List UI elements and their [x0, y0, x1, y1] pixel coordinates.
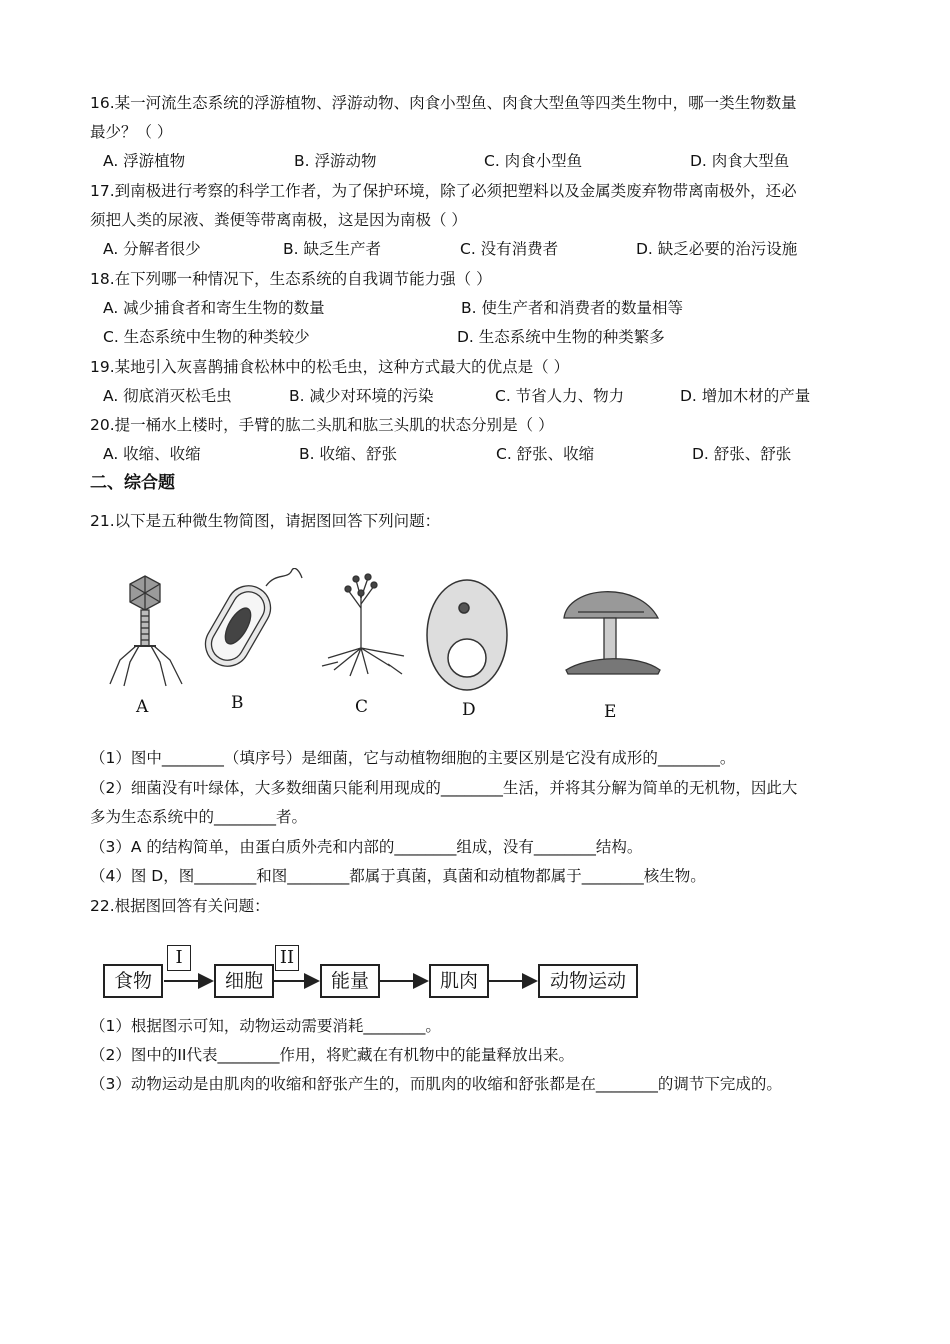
q16-option-a: A. 浮游植物 — [103, 152, 186, 170]
q22-sub-3: （3）动物运动是由肌肉的收缩和舒张产生的，而肌肉的收缩和舒张都是在________的调节下完成的。 — [90, 1075, 782, 1093]
question-20-stem: 20.提一桶水上楼时，手臂的肱二头肌和肱三头肌的状态分别是（ ） — [90, 416, 554, 434]
question-17-stem-line2: 须把人类的尿液、粪便等带离南极，这是因为南极（ ） — [90, 211, 467, 229]
question-18-stem: 18.在下列哪一种情况下，生态系统的自我调节能力强（ ） — [90, 270, 492, 288]
figure-label-c: C — [355, 697, 369, 717]
q20-option-d: D. 舒张、舒张 — [692, 445, 792, 463]
q22-sub-1: （1）根据图示可知，动物运动需要消耗________。 — [90, 1017, 441, 1035]
question-17-stem-line1: 17.到南极进行考察的科学工作者，为了保护环境，除了必须把塑料以及金属类废弃物带离南极外，还必 — [90, 182, 797, 200]
mushroom-drawing — [564, 592, 660, 674]
section-title: 二、综合题 — [90, 473, 175, 493]
q20-option-b: B. 收缩、舒张 — [299, 445, 397, 463]
figure-label-d: D — [462, 700, 476, 720]
q17-option-a: A. 分解者很少 — [103, 240, 201, 258]
flow-box-cell: 细胞 — [214, 964, 274, 998]
q19-option-c: C. 节省人力、物力 — [495, 387, 625, 405]
q20-option-a: A. 收缩、收缩 — [103, 445, 201, 463]
q21-sub-4: （4）图 D，图________和图________都属于真菌，真菌和动植物都属于________核生物。 — [90, 867, 706, 885]
q16-option-b: B. 浮游动物 — [294, 152, 377, 170]
q17-option-d: D. 缺乏必要的治污设施 — [636, 240, 798, 258]
q21-sub-2-line1: （2）细菌没有叶绿体，大多数细菌只能利用现成的________生活，并将其分解为简单的无机物，因此大 — [90, 779, 798, 797]
q19-option-b: B. 减少对环境的污染 — [289, 387, 434, 405]
mold-drawing — [322, 574, 404, 676]
flow-label-ii: II — [275, 945, 299, 971]
q18-option-d: D. 生态系统中生物的种类繁多 — [457, 328, 665, 346]
q18-option-b: B. 使生产者和消费者的数量相等 — [461, 299, 683, 317]
question-16-stem-line1: 16.某一河流生态系统的浮游植物、浮游动物、肉食小型鱼、肉食大型鱼等四类生物中，哪一类生物数量 — [90, 94, 797, 112]
q17-option-c: C. 没有消费者 — [460, 240, 559, 258]
q20-option-c: C. 舒张、收缩 — [496, 445, 595, 463]
q21-sub-3: （3）A 的结构简单，由蛋白质外壳和内部的________组成，没有________结构。 — [90, 838, 643, 856]
microorganism-figure — [98, 568, 668, 693]
question-22-stem: 22.根据图回答有关问题： — [90, 897, 270, 915]
flow-box-muscle: 肌肉 — [429, 964, 489, 998]
q22-sub-2: （2）图中的II代表________作用，将贮藏在有机物中的能量释放出来。 — [90, 1046, 575, 1064]
q16-option-c: C. 肉食小型鱼 — [484, 152, 583, 170]
q18-option-c: C. 生态系统中生物的种类较少 — [103, 328, 310, 346]
figure-label-e: E — [604, 702, 617, 722]
question-21-stem: 21.以下是五种微生物简图，请据图回答下列问题： — [90, 512, 441, 530]
question-19-stem: 19.某地引入灰喜鹊捕食松林中的松毛虫，这种方式最大的优点是（ ） — [90, 358, 570, 376]
q18-option-a: A. 减少捕食者和寄生生物的数量 — [103, 299, 325, 317]
figure-label-a: A — [136, 697, 149, 717]
question-16-stem-line2: 最少？（ ） — [90, 123, 173, 141]
q16-option-d: D. 肉食大型鱼 — [690, 152, 790, 170]
flow-box-energy: 能量 — [320, 964, 380, 998]
flow-label-i: I — [167, 945, 191, 971]
flow-box-animal-movement: 动物运动 — [538, 964, 638, 998]
yeast-drawing — [427, 580, 507, 690]
q17-option-b: B. 缺乏生产者 — [283, 240, 381, 258]
bacteriophage-drawing — [110, 576, 182, 686]
q19-option-a: A. 彻底消灭松毛虫 — [103, 387, 232, 405]
flow-box-food: 食物 — [103, 964, 163, 998]
bacterium-drawing — [197, 568, 302, 674]
flow-arrows — [160, 968, 542, 998]
q21-sub-2-line2: 多为生态系统中的________者。 — [90, 808, 308, 826]
q19-option-d: D. 增加木材的产量 — [680, 387, 811, 405]
figure-label-b: B — [231, 693, 244, 713]
q21-sub-1: （1）图中________（填序号）是细菌，它与动植物细胞的主要区别是它没有成形的________。 — [90, 749, 736, 767]
